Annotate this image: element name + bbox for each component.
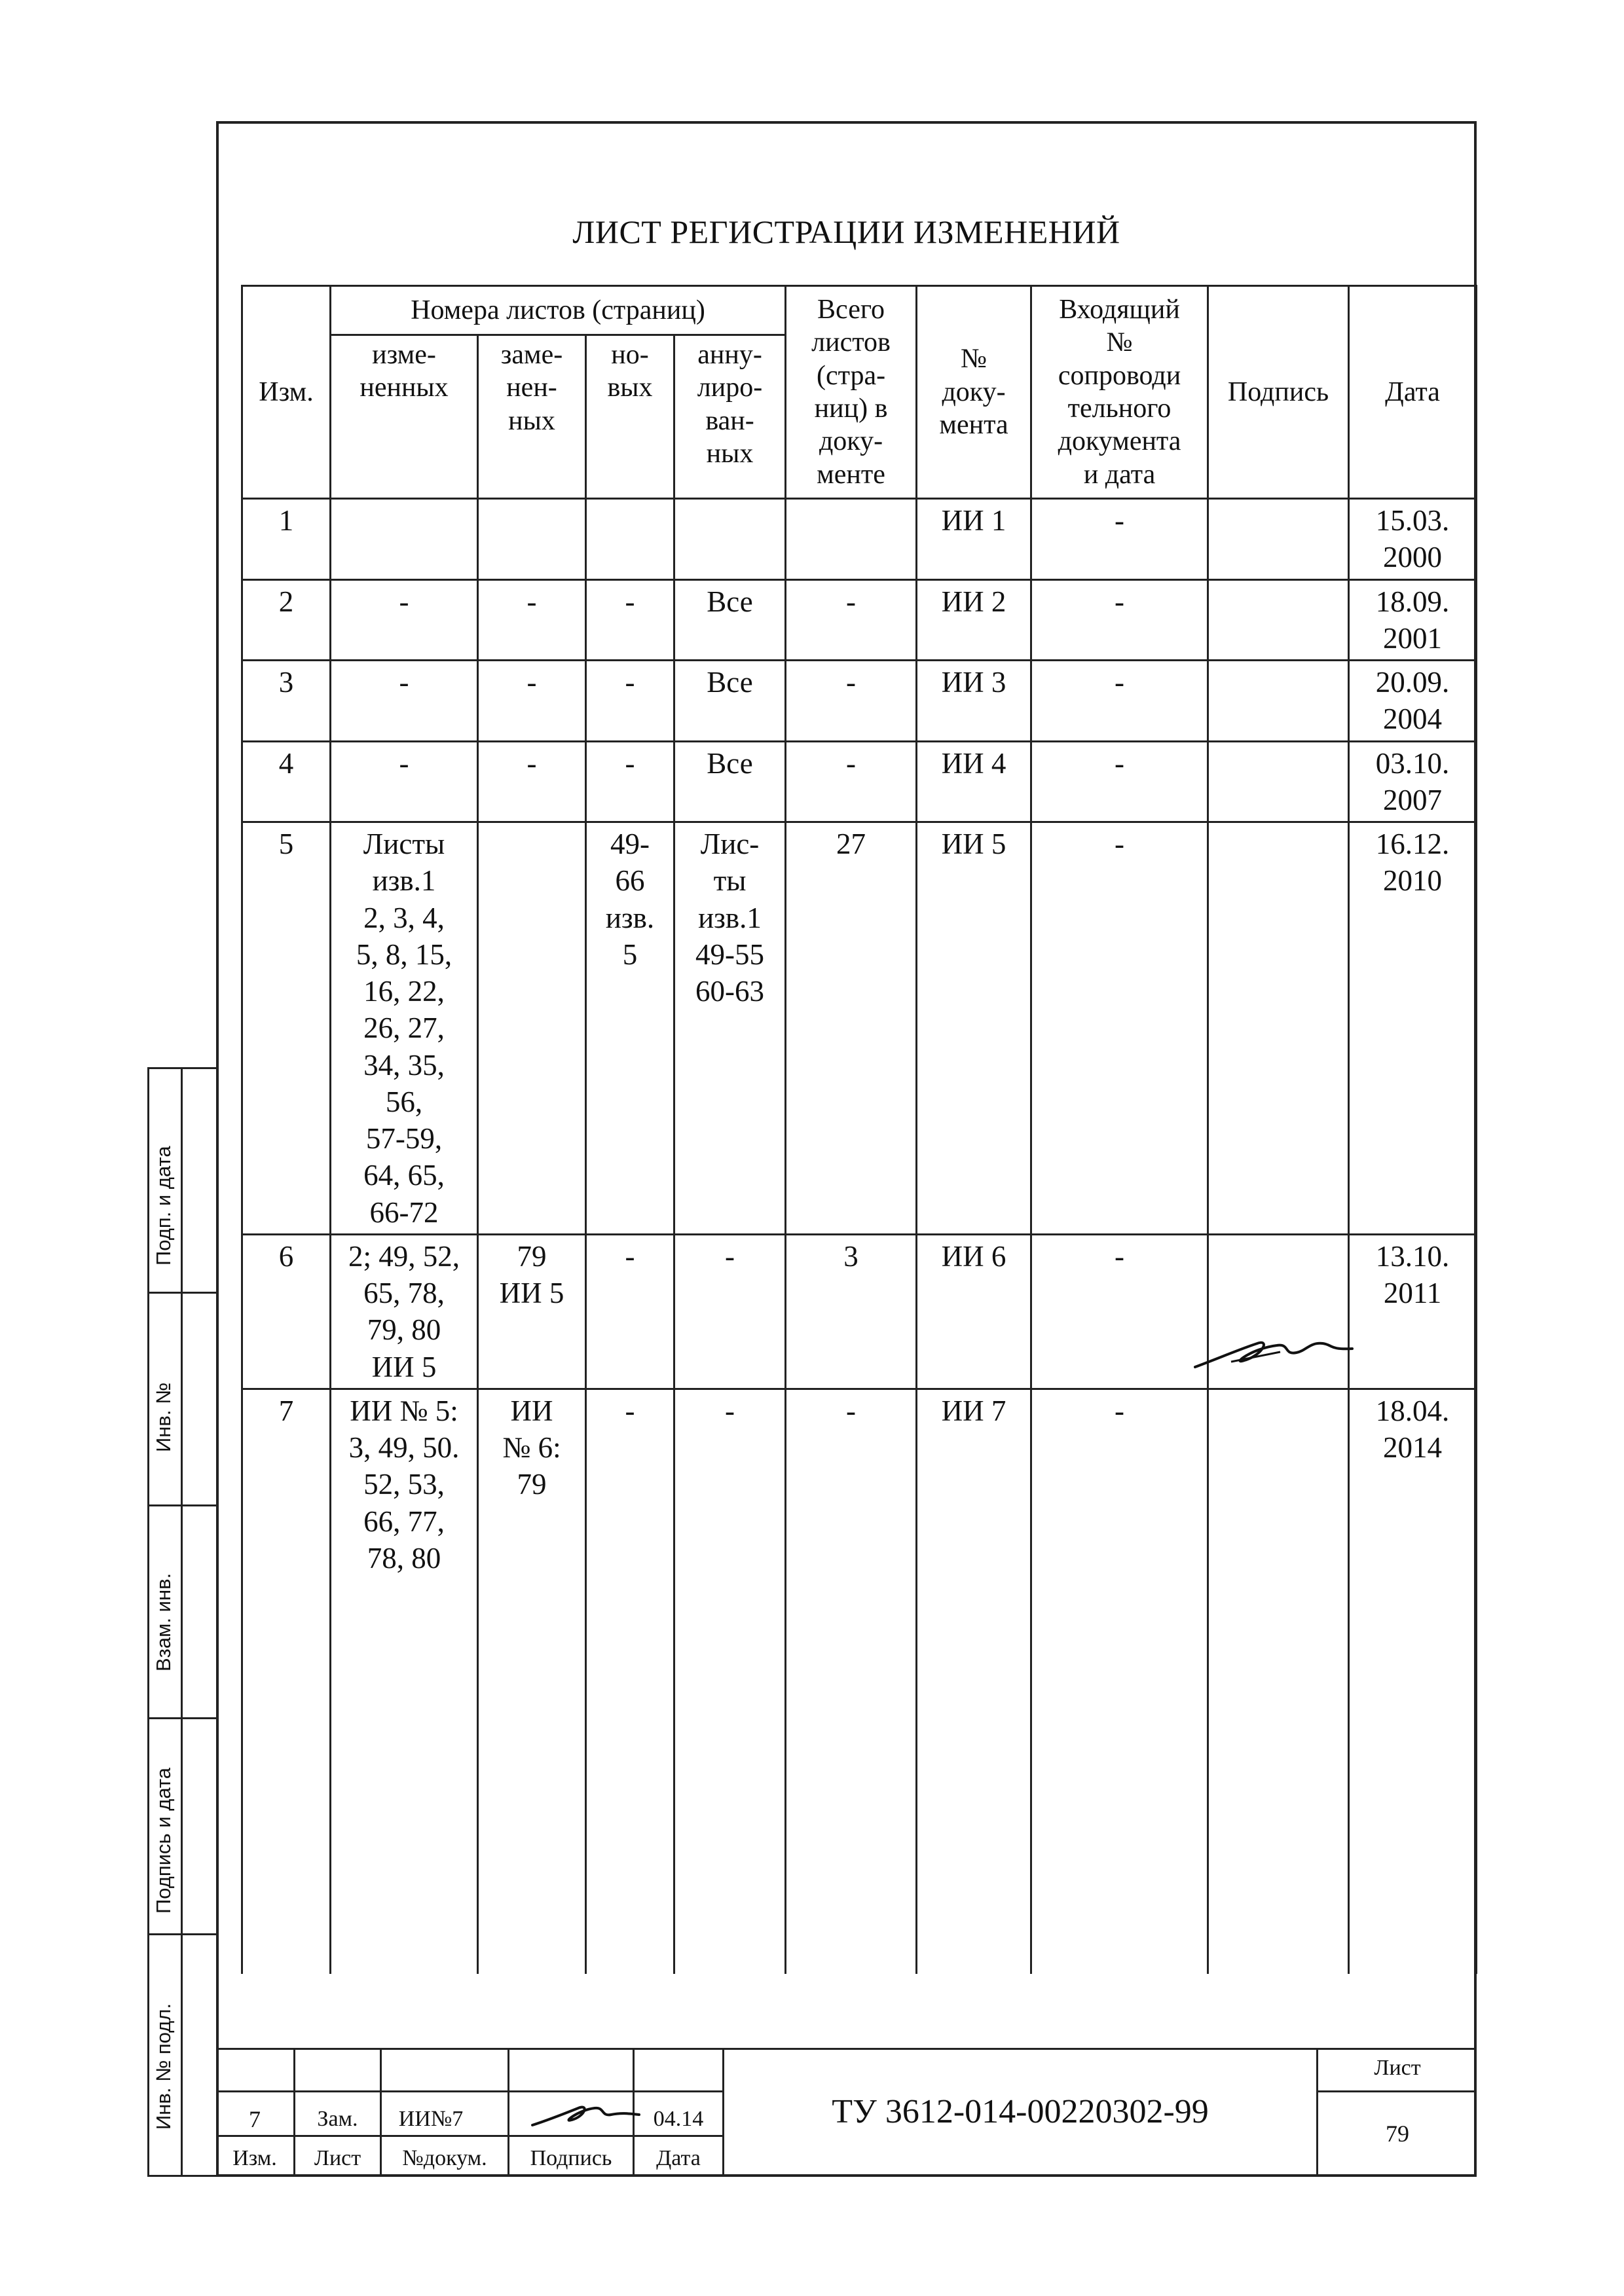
side-label-vzam-inv: Взам. инв. [152,1573,175,1671]
stamp-doc-value: ИИ№7 [398,2107,464,2131]
header-incoming-doc: Входящий № сопроводи тельного документа и дата [1031,286,1208,499]
stamp-sign-label: Подпись [530,2146,612,2170]
side-label-inv-no: Инв. № [152,1382,175,1452]
sheet-number: 79 [1386,2121,1409,2147]
change-registration-table [241,285,1475,1974]
header-replaced: заме- нен- ных [478,335,586,499]
stamp-doc-label: №докум. [402,2146,487,2170]
stamp-handwritten-signature [529,2094,640,2133]
table-row: 6 2; 49, 52, 65, 78, 79, 80 ИИ 5 79 ИИ 5 - - 3 ИИ 6 - 13.10. 2011 [242,1234,1477,1389]
header-total-sheets: Всего листов (стра- ниц) в доку- менте [786,286,917,499]
stamp-izm-label: Изм. [232,2146,277,2170]
side-label-podpis-i-data: Подпись и дата [152,1768,175,1914]
header-annulled: анну- лиро- ван- ных [674,335,786,499]
header-date: Дата [1349,286,1477,499]
side-stamp [147,1067,218,2177]
header-izm: Изм. [242,286,331,499]
stamp-list-value: Зам. [317,2107,358,2131]
page-title: ЛИСТ РЕГИСТРАЦИИ ИЗМЕНЕНИЙ [572,213,1120,250]
table-row: 3 - - - Все - ИИ 3 - 20.09. 2004 [242,661,1477,742]
stamp-date-label: Дата [656,2146,701,2170]
document-designation: ТУ 3612-014-00220302-99 [832,2093,1209,2130]
table-row: 7 ИИ № 5: 3, 49, 50. 52, 53, 66, 77, 78, 80 ИИ № 6: 79 - - - ИИ 7 - 18.04. 2014 [242,1389,1477,1974]
signature-cell [1208,1389,1349,1974]
header-changed: изме- ненных [331,335,478,499]
table-row: 1 ИИ 1 - 15.03. 2000 [242,499,1477,580]
handwritten-signature-row-7 [1192,1329,1356,1375]
header-signature: Подпись [1208,286,1349,499]
side-label-inv-no-podl: Инв. № подл. [152,2003,175,2130]
stamp-list-label: Лист [314,2146,361,2170]
sheet-label: Лист [1374,2056,1421,2080]
stamp-izm-value: 7 [249,2106,261,2132]
table-row: 5 Листы изв.1 2, 3, 4, 5, 8, 15, 16, 22, 26, 27, 34, 35, 56, 57-59, 64, 65, 66-72 49- 66 изв. 5 Лис- ты изв.1 49-55 60-63 27 ИИ 5 - 16.12. 2010 [242,822,1477,1235]
table-row: 2 - - - Все - ИИ 2 - 18.09. 2001 [242,579,1477,661]
stamp-date-value: 04.14 [653,2107,704,2131]
side-label-podp-i-data: Подп. и дата [152,1146,175,1266]
header-sheet-numbers: Номера листов (страниц) [331,286,786,335]
header-document-number: № доку- мента [917,286,1031,499]
title-block [216,2048,1477,2177]
table-row: 4 - - - Все - ИИ 4 - 03.10. 2007 [242,741,1477,822]
header-new: но- вых [586,335,674,499]
